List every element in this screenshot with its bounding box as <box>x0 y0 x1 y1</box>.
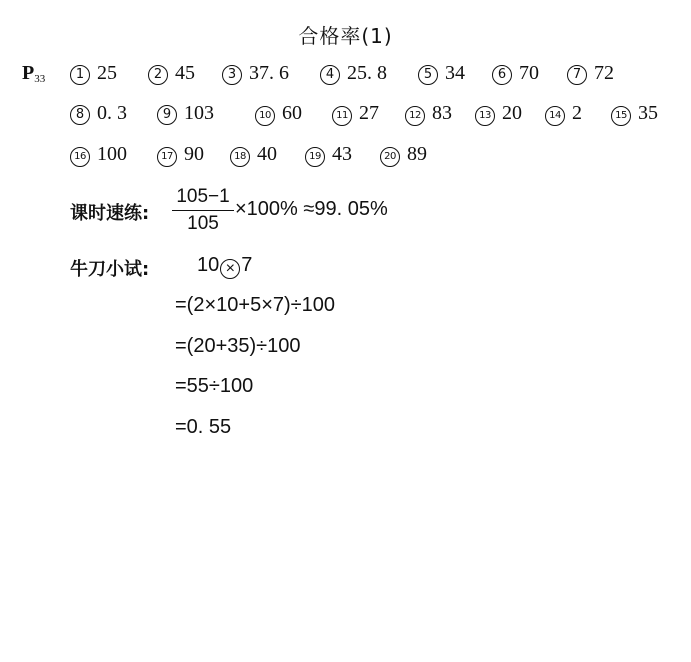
trial-label: 牛刀小试: <box>70 259 150 280</box>
circled-number-icon: 2 <box>148 65 168 85</box>
answer-item <box>405 102 452 126</box>
answer-item <box>148 62 195 85</box>
circled-number-icon: 11 <box>332 106 352 126</box>
circled-number-icon: 13 <box>475 106 495 126</box>
answer-item <box>255 102 302 126</box>
answer-value: 40 <box>257 143 277 165</box>
page-number: 33 <box>34 73 46 85</box>
answer-item <box>70 62 117 85</box>
circled-number-icon: 19 <box>305 147 325 167</box>
answer-value: 34 <box>445 62 465 84</box>
answer-item <box>157 143 204 167</box>
answer-item <box>157 102 214 125</box>
expr-right: 7 <box>241 254 253 276</box>
answer-value: 27 <box>359 102 379 124</box>
answer-item <box>230 143 277 167</box>
answer-item <box>475 102 522 126</box>
answer-value: 25 <box>97 62 117 84</box>
answer-value: 25. 8 <box>347 62 387 84</box>
answer-value: 43 <box>332 143 352 165</box>
circled-number-icon: 12 <box>405 106 425 126</box>
circled-number-icon: 16 <box>70 147 90 167</box>
trial-expression <box>197 254 252 279</box>
answer-item <box>492 62 539 85</box>
calc-step: =55÷100 <box>175 375 254 397</box>
practice-label: 课时速练: <box>70 203 150 224</box>
circled-times-icon: × <box>220 259 240 279</box>
answer-value: 0. 3 <box>97 102 127 124</box>
answer-value: 72 <box>594 62 614 84</box>
circled-number-icon: 17 <box>157 147 177 167</box>
answer-item <box>567 62 614 85</box>
answer-item <box>332 102 379 126</box>
answer-value: 100 <box>97 143 127 165</box>
calc-step: =0. 55 <box>175 416 232 438</box>
answer-value: 83 <box>432 102 452 124</box>
circled-number-icon: 20 <box>380 147 400 167</box>
answer-value: 45 <box>175 62 195 84</box>
circled-number-icon: 9 <box>157 105 177 125</box>
circled-number-icon: 5 <box>418 65 438 85</box>
answer-value: 103 <box>184 102 214 124</box>
page-letter: P <box>22 62 35 84</box>
page-label <box>22 62 45 85</box>
practice-fraction <box>172 186 234 235</box>
fraction-numerator: 105−1 <box>172 186 234 211</box>
circled-number-icon: 6 <box>492 65 512 85</box>
answer-item <box>70 102 127 125</box>
answer-value: 37. 6 <box>249 62 289 84</box>
page-title: 合格率(1) <box>298 24 393 48</box>
answer-value: 20 <box>502 102 522 124</box>
answer-value: 35 <box>638 102 658 124</box>
answer-item <box>222 62 289 85</box>
circled-number-icon: 8 <box>70 105 90 125</box>
answer-item <box>545 102 582 126</box>
answer-value: 60 <box>282 102 302 124</box>
answer-value: 90 <box>184 143 204 165</box>
answer-item <box>380 143 427 167</box>
circled-number-icon: 7 <box>567 65 587 85</box>
answer-item <box>320 62 387 85</box>
circled-number-icon: 10 <box>255 106 275 126</box>
fraction-denominator: 105 <box>187 213 219 234</box>
circled-number-icon: 14 <box>545 106 565 126</box>
answer-item <box>70 143 127 167</box>
answer-value: 89 <box>407 143 427 165</box>
answer-item <box>418 62 465 85</box>
answer-item <box>611 102 658 126</box>
circled-number-icon: 4 <box>320 65 340 85</box>
calc-step: =(2×10+5×7)÷100 <box>175 294 335 316</box>
answer-value: 70 <box>519 62 539 84</box>
circled-number-icon: 15 <box>611 106 631 126</box>
answer-item <box>305 143 352 167</box>
calc-step: =(20+35)÷100 <box>175 335 301 357</box>
practice-result: ×100% ≈99. 05% <box>235 198 388 220</box>
circled-number-icon: 1 <box>70 65 90 85</box>
answer-value: 2 <box>572 102 582 124</box>
circled-number-icon: 3 <box>222 65 242 85</box>
circled-number-icon: 18 <box>230 147 250 167</box>
expr-left: 10 <box>197 254 220 276</box>
